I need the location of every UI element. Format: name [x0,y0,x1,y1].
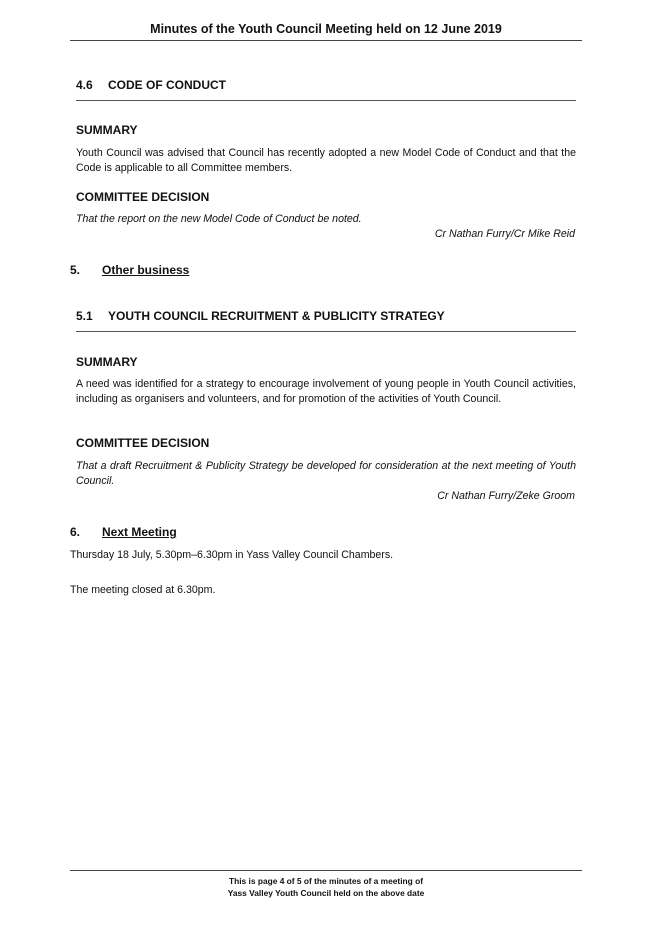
footer-line-2: Yass Valley Youth Council held on the above date [227,888,425,898]
section-5-title: Other business [102,263,190,277]
item-5-1-decision-heading: COMMITTEE DECISION [76,436,210,450]
section-6-heading [70,525,177,539]
page-header-title: Minutes of the Youth Council Meeting held on 12 June 2019 [150,22,502,36]
item-4-6-summary-heading: SUMMARY [76,123,138,137]
item-5-1-decision-text: That a draft Recruitment & Publicity Strategy be developed for consideration at the next meeting of Youth Council. [76,460,576,487]
item-4-6-heading [76,78,576,101]
item-5-1-summary-heading: SUMMARY [76,355,138,369]
section-6-number: 6. [70,525,81,539]
section-5-number: 5. [70,263,81,277]
item-4-6-number: 4.6 [76,78,93,92]
item-5-1-summary-text: A need was identified for a strategy to encourage involvement of young people in Youth Council activities, including as organisers and volunteers, and for promotion of the activities of Youth Council. [76,378,576,405]
item-4-6-decision-heading: COMMITTEE DECISION [76,190,210,204]
item-5-1-heading [76,309,576,332]
item-4-6-movers: Cr Nathan Furry/Cr Mike Reid [434,228,575,240]
section-6-title: Next Meeting [102,525,177,539]
item-4-6-decision-text: That the report on the new Model Code of Conduct be noted. [76,213,362,225]
item-4-6-summary-text: Youth Council was advised that Council has recently adopted a new Model Code of Conduct and that the Code is applicable to all Committee members. [76,147,576,174]
footer-line-1: This is page 4 of 5 of the minutes of a meeting of [228,876,424,886]
page-footer [70,870,582,899]
item-4-6-title: CODE OF CONDUCT [108,78,226,92]
page-header [70,22,582,41]
next-meeting-details: Thursday 18 July, 5.30pm–6.30pm in Yass Valley Council Chambers. [70,549,394,561]
section-5-heading [70,263,189,277]
item-5-1-title: YOUTH COUNCIL RECRUITMENT & PUBLICITY STRATEGY [108,309,445,323]
closing-statement: The meeting closed at 6.30pm. [70,584,216,596]
item-5-1-number: 5.1 [76,309,93,323]
item-5-1-movers: Cr Nathan Furry/Zeke Groom [437,490,575,502]
